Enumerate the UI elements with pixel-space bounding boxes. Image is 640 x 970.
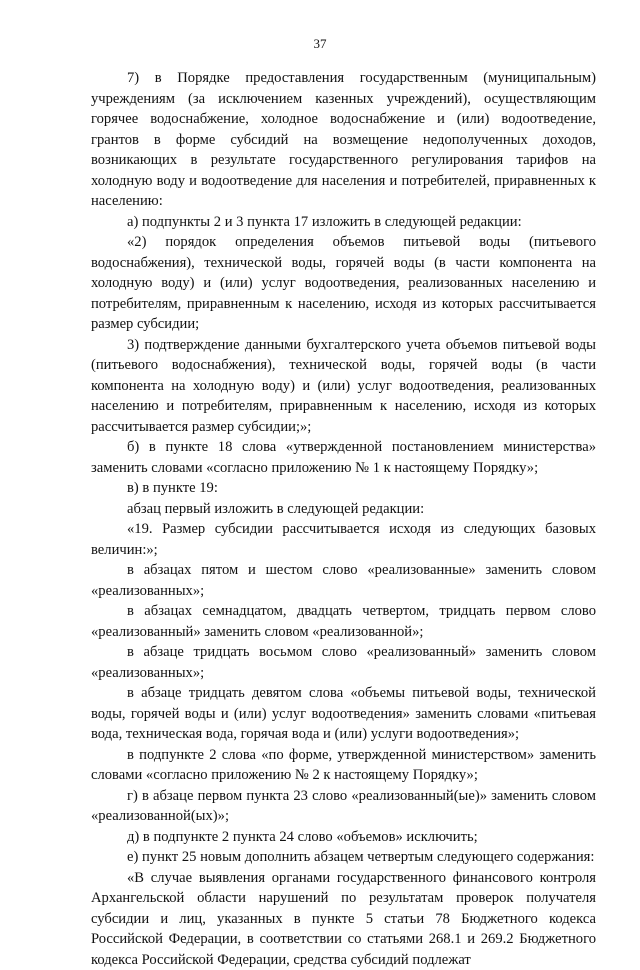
paragraph-item-7: 7) в Порядке предоставления государственным (муниципальным) учреждениям (за исключением казенных учреждений), осуществляющим горячее водоснабжение, холодное водоснабжение и (или) водоотведение, грантов в форме субсидий на возмещение недополученных доходов, возникающих в результате государственного регулирования тарифов на холодную воду и водоотведение для населения и потребителей, приравненных к населению: [91, 68, 596, 212]
paragraph-subitem-d: д) в подпункте 2 пункта 24 слово «объемов» исключить; [91, 827, 596, 848]
paragraph-subpoint-2-form: в подпункте 2 слова «по форме, утвержденной министерством» заменить словами «согласно приложению № 2 к настоящему Порядку»; [91, 745, 596, 786]
paragraph-abzac-38: в абзаце тридцать восьмом слово «реализованный» заменить словом «реализованных»; [91, 642, 596, 683]
paragraph-abzac-5-6: в абзацах пятом и шестом слово «реализованные» заменить словом «реализованных»; [91, 560, 596, 601]
paragraph-subitem-v: в) в пункте 19: [91, 478, 596, 499]
paragraph-subpoint-3: 3) подтверждение данными бухгалтерского учета объемов питьевой воды (питьевого водоснабжения), технической воды, горячей воды (в части компонента на холодную воду) и (или) услуг водоотведения, реализованных населению и потребителям, приравненным к населению, исходя из которых рассчитывается размер субсидии;»; [91, 335, 596, 438]
paragraph-first-abzac: абзац первый изложить в следующей редакции: [91, 499, 596, 520]
document-body [91, 68, 596, 970]
paragraph-subitem-b: б) в пункте 18 слова «утвержденной постановлением министерства» заменить словами «согласно приложению № 1 к настоящему Порядку»; [91, 437, 596, 478]
paragraph-subitem-e: е) пункт 25 новым дополнить абзацем четвертым следующего содержания: [91, 847, 596, 868]
paragraph-subitem-g: г) в абзаце первом пункта 23 слово «реализованный(ые)» заменить словом «реализованной(ых)»; [91, 786, 596, 827]
page-number: 37 [0, 36, 640, 52]
paragraph-subitem-a: а) подпункты 2 и 3 пункта 17 изложить в следующей редакции: [91, 212, 596, 233]
paragraph-subpoint-2: «2) порядок определения объемов питьевой воды (питьевого водоснабжения), технической воды, горячей воды (в части компонента на холодную воду) и (или) услуг водоотведения, реализованных населению и потребителям, приравненным к населению, исходя из которых рассчитывается размер субсидии; [91, 232, 596, 335]
paragraph-abzac-39: в абзаце тридцать девятом слова «объемы питьевой воды, технической воды, горячей воды и (или) услуг водоотведения» заменить словами «питьевая вода, техническая вода, горячая вода и (или) услуги водоотведения»; [91, 683, 596, 745]
paragraph-point-19-text: «19. Размер субсидии рассчитывается исходя из следующих базовых величин:»; [91, 519, 596, 560]
paragraph-abzac-17-24-31: в абзацах семнадцатом, двадцать четвертом, тридцать первом слово «реализованный» заменить словом «реализованной»; [91, 601, 596, 642]
paragraph-new-abzac-text: «В случае выявления органами государственного финансового контроля Архангельской области нарушений по результатам проверок получателя субсидии и лиц, указанных в пункте 5 статьи 78 Бюджетного кодекса Российской Федерации, в соответствии со статьями 268.1 и 269.2 Бюджетного кодекса Российской Федерации, средства субсидий подлежат [91, 868, 596, 970]
